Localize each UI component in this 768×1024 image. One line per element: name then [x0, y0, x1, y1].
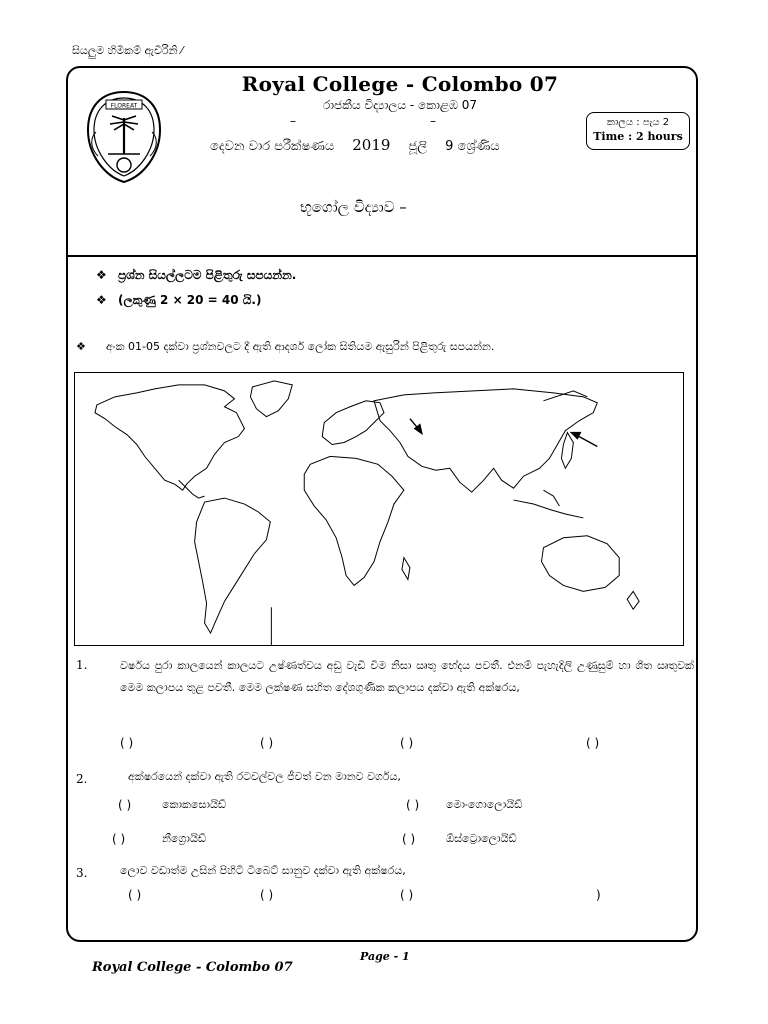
header-divider: [66, 255, 698, 257]
exam-name: දෙවන වාර පරීක්ෂණය: [210, 139, 335, 154]
diamond-bullet-icon: ❖: [96, 268, 107, 282]
exam-month: ජූලි: [408, 139, 428, 154]
q3-option-2[interactable]: ( ): [260, 888, 274, 902]
question-3-text: ලොව වඩාත්ම උසින් පිහිටි ටිබෙට් සානුව දක්වා ඇති අක්ෂරය,: [120, 864, 406, 877]
q2-option-4-label: ඕස්ට්‍රොලොයිඩ්: [446, 832, 517, 845]
diamond-bullet-icon: ❖: [96, 293, 107, 307]
q1-option-2[interactable]: ( ): [260, 736, 274, 750]
blank-dash-right: –: [430, 114, 436, 128]
page-number: Page - 1: [360, 950, 410, 963]
q2-option-1-label: කොකසොයිඩ්: [162, 798, 227, 811]
diamond-bullet-icon: ❖: [76, 340, 86, 353]
q2-option-3-mark[interactable]: ( ): [112, 832, 126, 846]
exam-grade: 9 ශ්‍රේණිය: [445, 139, 500, 154]
asia-outline: [374, 389, 597, 492]
africa-outline: [304, 456, 404, 585]
question-1-number: 1.: [76, 658, 88, 672]
q1-option-3[interactable]: ( ): [400, 736, 414, 750]
exam-year: 2019: [352, 136, 391, 154]
question-2-number: 2.: [76, 772, 88, 786]
svg-text:FLOREAT: FLOREAT: [110, 102, 138, 110]
north-america-outline: [95, 385, 245, 490]
question-2-text: අක්ෂරයෙන් දක්වා ඇති රටවල්වල ජීවත් වන මානව වර්ගය,: [128, 770, 401, 783]
q1-option-4[interactable]: ( ): [586, 736, 600, 750]
map-instruction-text: අංක 01-05 දක්වා ප්‍රශ්නවලට දී ඇති ආදර්ශ ලෝක සිතියම ඇසුරින් පිළිතුරු සපයන්න.: [106, 340, 495, 353]
south-america-outline: [195, 498, 271, 633]
instruction-text: ප්‍රශ්න සියල්ලටම පිළිතුරු සපයන්න.: [118, 268, 297, 282]
subject-title: භූගෝල විද්‍යාව –: [300, 198, 407, 216]
time-english: Time : 2 hours: [593, 130, 683, 143]
q3-option-4[interactable]: ): [596, 888, 601, 902]
footer-school-name: Royal College - Colombo 07: [92, 960, 293, 975]
greenland-outline: [250, 381, 292, 417]
time-sinhala: කාලය : පැය 2: [606, 117, 670, 128]
exam-info-line: [210, 136, 560, 154]
europe-outline: [322, 401, 384, 445]
instruction-2: [96, 293, 261, 308]
time-allowed-box: [586, 112, 690, 150]
school-name-sinhala: රාජකීය විද්‍යාලය - කොළඹ 07: [322, 98, 478, 112]
map-instruction: [76, 340, 494, 354]
q3-option-1[interactable]: ( ): [128, 888, 142, 902]
school-crest-logo: [82, 88, 166, 184]
copyright-note: සියලුම හිමිකම් ඇවිරිනි ⁄: [72, 44, 183, 57]
q2-option-2-mark[interactable]: ( ): [406, 798, 420, 812]
q2-option-4-mark[interactable]: ( ): [402, 832, 416, 846]
question-1-text: වර්ෂය පුරා කාලයෙන් කාලයට උෂ්ණත්වය අඩු වැඩි වීම නිසා ඍතු භේදය පවතී. එනම් පැහැදිලි උණුසුම් හා ශීත ඍතුවක් මෙම කලාපය තුළ පවතී. මෙම ලක්ෂණ සහිත දේශගුණික කලාපය දක්වා ඇති අක්ෂරය,: [120, 659, 694, 694]
q1-option-1[interactable]: ( ): [120, 736, 134, 750]
q2-option-1-mark[interactable]: ( ): [118, 798, 132, 812]
australia-outline: [541, 536, 619, 592]
school-name-english: Royal College - Colombo 07: [241, 72, 559, 96]
instruction-1: [96, 268, 296, 283]
q2-option-3-label: නීග්‍රොයිඩ්: [162, 832, 206, 845]
instruction-text: (ලකුණු 2 × 20 = 40 යි.): [118, 293, 262, 307]
question-3-number: 3.: [76, 866, 88, 880]
blank-dash-left: –: [290, 114, 296, 128]
q3-option-3[interactable]: ( ): [400, 888, 414, 902]
world-outline-map: [74, 372, 684, 646]
q2-option-2-label: මොංගොලොයිඩ්: [446, 798, 523, 811]
